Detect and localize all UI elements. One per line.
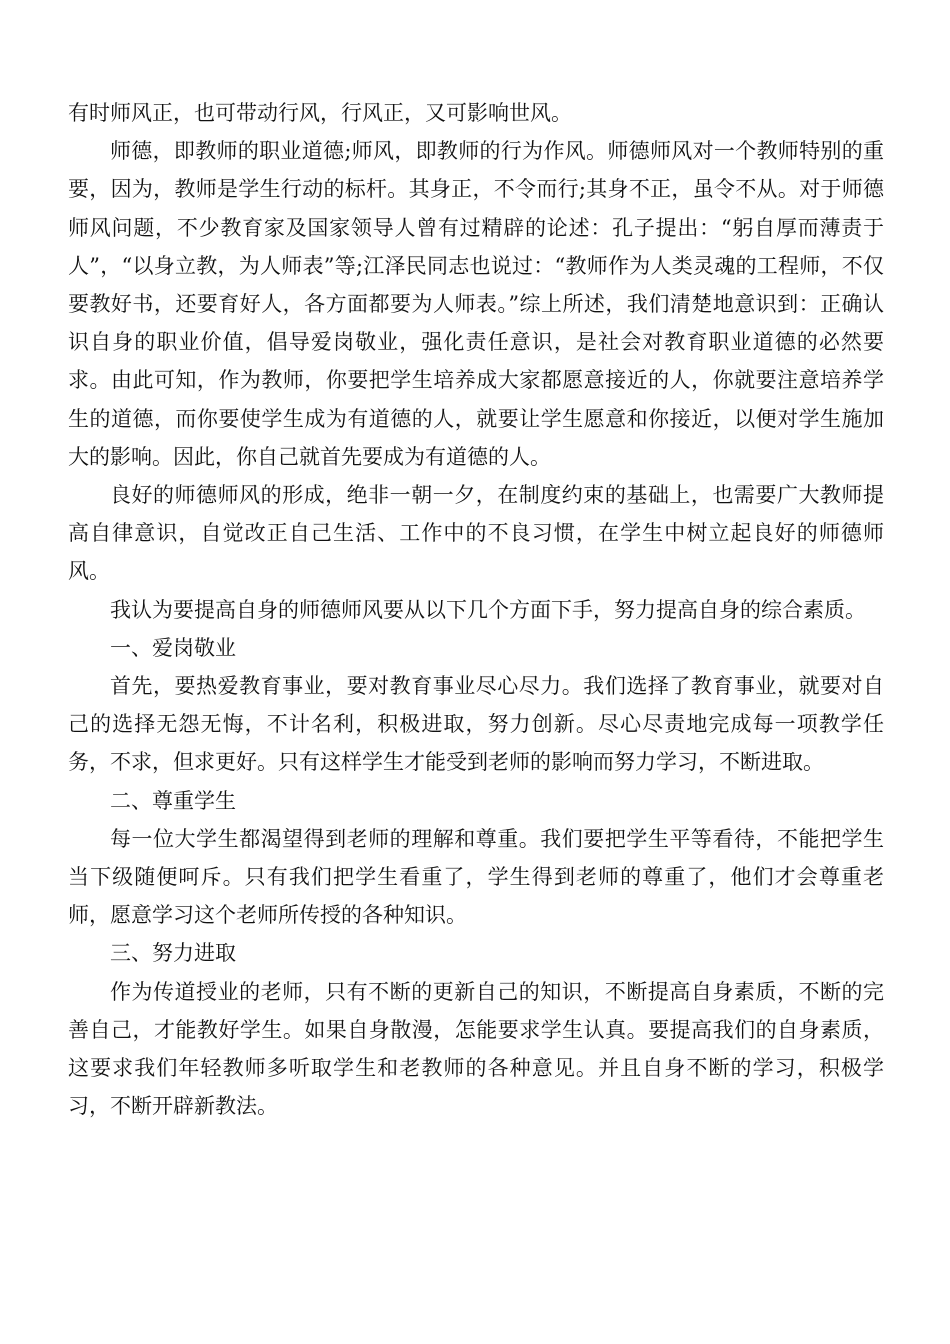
section-heading-3: 三、努力进取 [110,941,236,966]
section-heading-2: 二、尊重学生 [110,788,236,813]
paragraph-intro-aspects: 我认为要提高自身的师德师风要从以下几个方面下手，努力提高自身的综合素质。 [110,597,866,622]
section-heading-1: 一、爱岗敬业 [110,635,236,660]
paragraph-section-2: 每一位大学生都渴望得到老师的理解和尊重。我们要把学生平等看待，不能把学生当下级随便呵斥。只有我们把学生看重了，学生得到老师的尊重了，他们才会尊重老师，愿意学习这个老师所传授的各种知识。 [68,826,884,928]
paragraph-section-3: 作为传道授业的老师，只有不断的更新自己的知识，不断提高自身素质，不断的完善自己，才能教好学生。如果自身散漫，怎能要求学生认真。要提高我们的自身素质，这要求我们年轻教师多听取学生和老教师的各种意见。并且自身不断的学习，积极学习，不断开辟新教法。 [68,979,884,1119]
paragraph-teacher-ethics: 师德，即教师的职业道德;师风，即教师的行为作风。师德师风对一个教师特别的重要，因为，教师是学生行动的标杆。其身正，不令而行;其身不正，虽令不从。对于师德师风问题，不少教育家及国家领导人曾有过精辟的论述：孔子提出：“躬自厚而薄责于人”，“以身立教，为人师表”等;江泽民同志也说过：“教师作为人类灵魂的工程师，不仅要教好书，还要育好人，各方面都要为人师表。”综上所述，我们清楚地意识到：正确认识自身的职业价值，倡导爱岗敬业，强化责任意识，是社会对教育职业道德的必然要求。由此可知，作为教师，你要把学生培养成大家都愿意接近的人，你就要注意培养学生的道德，而你要使学生成为有道德的人，就要让学生愿意和你接近，以便对学生施加大的影响。因此，你自己就首先要成为有道德的人。 [68,139,884,469]
document-page [68,94,884,1125]
paragraph-continuation: 有时师风正，也可带动行风，行风正，又可影响世风。 [68,101,572,125]
paragraph-formation: 良好的师德师风的形成，绝非一朝一夕，在制度约束的基础上，也需要广大教师提高自律意识，自觉改正自己生活、工作中的不良习惯，在学生中树立起良好的师德师风。 [68,483,884,584]
paragraph-section-1: 首先，要热爱教育事业，要对教育事业尽心尽力。我们选择了教育事业，就要对自己的选择无怨无悔，不计名利，积极进取，努力创新。尽心尽责地完成每一项教学任务，不求，但求更好。只有这样学生才能受到老师的影响而努力学习，不断进取。 [68,674,884,775]
